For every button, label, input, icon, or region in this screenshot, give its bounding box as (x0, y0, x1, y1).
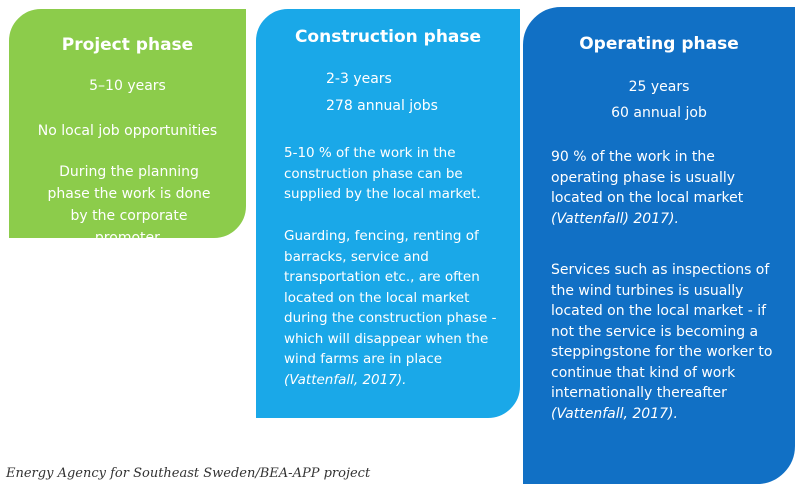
construction-phase-duration: 2-3 years (326, 71, 392, 87)
construction-phase-jobs: 278 annual jobs (326, 98, 438, 114)
operating-phase-paragraph-1-text: 90 % of the work in the operating phase is usually located on the local market (551, 149, 744, 206)
construction-phase-paragraph-2 (284, 226, 502, 390)
project-phase-duration: 5–10 years (89, 78, 166, 94)
operating-phase-paragraph-2 (551, 260, 781, 424)
construction-phase-card (254, 7, 522, 420)
operating-phase-citation-1: (Vattenfall) 2017). (551, 210, 679, 227)
project-phase-description-text: During the planning phase the work is done by the corporate promoter. (47, 164, 211, 246)
construction-phase-title: Construction phase (294, 27, 482, 47)
operating-phase-title: Operating phase (579, 34, 739, 54)
project-phase-card (7, 7, 248, 246)
construction-phase-citation: (Vattenfall, 2017). (284, 371, 407, 388)
operating-phase-paragraph-1 (551, 147, 781, 229)
operating-phase-card (521, 5, 797, 486)
operating-phase-jobs: 60 annual job (611, 105, 707, 121)
construction-phase-paragraph-2-text: Guarding, fencing, renting of barracks, service and transportation etc., are often located on the local market during the construction phase - which will disappear when the wind farms are in place (284, 228, 497, 367)
construction-phase-paragraph-1-text: 5-10 % of the work in the construction phase can be supplied by the local market. (284, 145, 481, 202)
operating-phase-citation-2: (Vattenfall, 2017). (551, 405, 678, 422)
construction-phase-paragraph-1 (284, 143, 502, 205)
project-phase-jobs: No local job opportunities (37, 123, 218, 139)
source-caption: Energy Agency for Southeast Sweden/BEA-APP project (6, 466, 371, 481)
project-phase-description (39, 161, 219, 246)
operating-phase-duration: 25 years (628, 79, 690, 95)
operating-phase-paragraph-2-text: Services such as inspections of the wind turbines is usually located on the local market - if not the service is becoming a steppingstone for the worker to continue that kind of work internationally thereafter (551, 262, 773, 401)
project-phase-title: Project phase (61, 35, 194, 55)
